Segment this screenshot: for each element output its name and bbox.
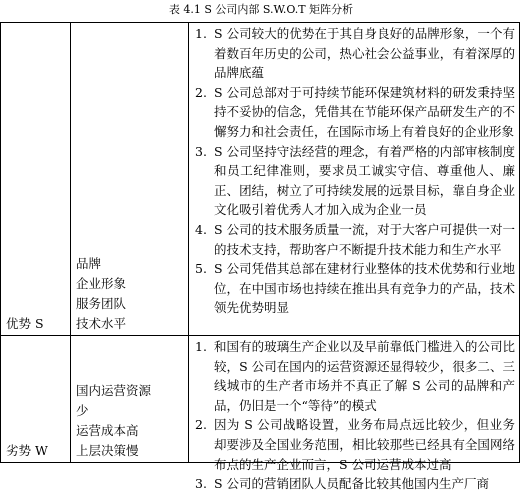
list-text: S 公司较大的优势在于其自身良好的品牌形象，一个有着数百年历史的公司，热心社会公益事业，有着深厚的品牌底蕴 bbox=[214, 26, 515, 81]
list-item bbox=[195, 220, 515, 259]
list-number: 5. bbox=[195, 261, 207, 277]
list-text: 因为 S 公司战略设置，业务布局点远比较少，但业务却要涉及全国业务范围，相比较那些已经具有全国网络布点的生产企业而言，S 公司运营成本过高 bbox=[214, 417, 515, 472]
factor-item: 技术水平 bbox=[76, 316, 127, 331]
row-label-strengths: 优势 S bbox=[1, 23, 71, 336]
list-text: S 公司的技术服务质量一流，对于大客户可提供一对一的技术支持，帮助客户不断提升技术能力和生产水平 bbox=[214, 221, 515, 257]
list-item bbox=[195, 259, 515, 318]
list-number: 2. bbox=[195, 417, 207, 433]
strength-factors bbox=[71, 23, 189, 336]
list-text: S 公司坚持守法经营的理念，有着严格的内部审核制度和员工纪律准则，要求员工诚实守信、尊重他人、廉正、团结，树立了可持续发展的远景目标，靠自身企业文化吸引着优秀人才加入成为企业一员 bbox=[214, 143, 515, 218]
list-item bbox=[195, 83, 515, 142]
list-text: S 公司的营销团队人员配备比较其他国内生产厂商 bbox=[214, 476, 490, 492]
strength-details bbox=[189, 23, 520, 336]
list-text: S 公司凭借其总部在建材行业整体的技术优势和行业地位，在中国市场也持续在推出具有竞争力的产品，技术领先优势明显 bbox=[214, 261, 515, 316]
table-row-weaknesses bbox=[1, 336, 520, 463]
list-number: 1. bbox=[195, 339, 207, 354]
row-label-weaknesses: 劣势 W bbox=[1, 336, 71, 463]
factor-item: 少 bbox=[76, 403, 89, 418]
list-text: S 公司总部对于可持续节能环保建筑材料的研发秉持坚持不妥协的信念，凭借其在节能环保产品研发生产的不懈努力和社会责任，在国际市场上有着良好的企业形象 bbox=[214, 84, 515, 139]
list-number: 3. bbox=[195, 143, 207, 159]
factor-item: 国内运营资源 bbox=[76, 383, 152, 398]
list-item bbox=[195, 24, 515, 83]
list-item bbox=[195, 142, 515, 220]
factor-item: 上层决策慢 bbox=[76, 443, 139, 458]
factor-item: 企业形象 bbox=[76, 276, 127, 291]
list-number: 2. bbox=[195, 84, 207, 100]
weakness-details bbox=[189, 336, 520, 492]
list-item bbox=[195, 474, 515, 494]
swot-table bbox=[0, 22, 520, 492]
factor-item: 运营成本高 bbox=[76, 423, 139, 438]
list-item bbox=[195, 337, 515, 415]
list-number: 4. bbox=[195, 221, 207, 237]
list-item bbox=[195, 415, 515, 474]
weakness-factors bbox=[71, 336, 189, 463]
table-row-strengths bbox=[1, 23, 520, 336]
table-caption: 表 4.1 S 公司内部 S.W.O.T 矩阵分析 bbox=[168, 3, 354, 16]
list-text: 和国有的玻璃生产企业以及早前靠低门槛进入的公司比较，S 公司在国内的运营资源还显得较少，很多二、三线城市的生产者市场并不真正了解 S 公司的品牌和产品，仍旧是一个“等待”的模式 bbox=[214, 339, 515, 413]
list-number: 3. bbox=[195, 476, 207, 492]
factor-item: 品牌 bbox=[76, 256, 102, 271]
factor-item: 服务团队 bbox=[76, 296, 127, 311]
list-number: 1. bbox=[195, 26, 207, 41]
